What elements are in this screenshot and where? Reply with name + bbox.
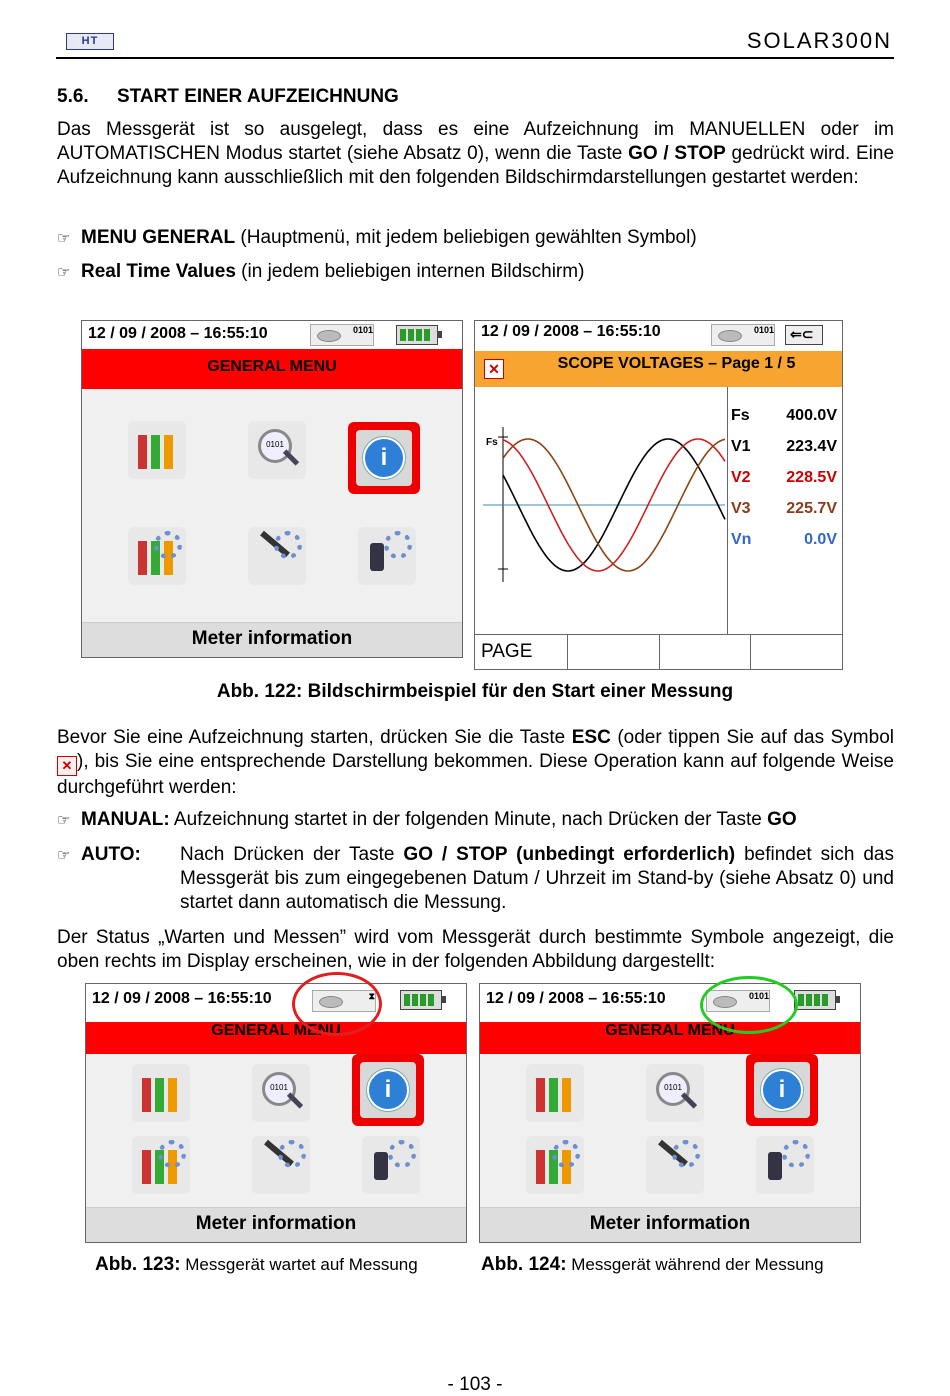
record-indicator-icon: 0101 — [310, 324, 374, 346]
scope-title: SCOPE VOLTAGES – Page 1 / 5 — [511, 351, 842, 387]
waveform-plot — [475, 387, 727, 635]
waiting-screen — [85, 983, 467, 1243]
intro-text: Das Messgerät ist so ausgelegt, dass es eine Aufzeichnung im MANUELLEN oder im AUTOMATISCHEN Modus startet (siehe Absatz 0), wenn die Taste — [57, 119, 894, 164]
highlight-circle-red — [292, 972, 382, 1036]
record-indicator-icon: 0101 — [711, 324, 775, 346]
analyzer-config-icon[interactable] — [526, 1136, 584, 1194]
caption-number: Abb. 124: — [481, 1254, 567, 1275]
status-bar — [480, 984, 860, 1022]
plug-power-icon: ⇐⊂ — [785, 325, 823, 345]
battery-icon — [794, 990, 836, 1010]
para-text: ), bis Sie eine entsprechende Darstellung bekommen. Diese Operation kann auf folgende Weise durchgeführt werden: — [57, 751, 894, 798]
value-reading: 400.0V — [786, 407, 837, 424]
intro-key: GO / STOP — [628, 143, 726, 164]
highlight-circle-green — [700, 976, 798, 1034]
manual-label: MANUAL: — [81, 809, 170, 830]
page-button[interactable] — [475, 635, 568, 669]
bullet-bold: Real Time Values — [81, 261, 236, 282]
meter-settings-icon[interactable] — [362, 1136, 420, 1194]
value-label: V3 — [731, 500, 751, 517]
close-icon: ✕ — [57, 756, 77, 776]
analyzer-config-icon[interactable] — [128, 527, 186, 585]
general-menu-screen — [81, 320, 463, 658]
pointing-hand-icon: ☞ — [57, 264, 71, 281]
section-number: 5.6. — [57, 86, 89, 107]
meter-settings-icon[interactable] — [756, 1136, 814, 1194]
bullet-real-time — [57, 260, 894, 285]
esc-key: ESC — [571, 727, 611, 748]
auto-text-a: Nach Drücken der Taste — [180, 844, 395, 865]
page-label: PAGE — [481, 641, 533, 662]
pointing-hand-icon: ☞ — [57, 230, 71, 247]
meter-info-icon[interactable]: i — [352, 1054, 424, 1126]
auto-text-b: befindet sich das Messgerät bis zum eingegebenen Datum / Uhrzeit im Stand-by (siehe Absatz 0) und startet dann automatisch die Messung. — [180, 844, 895, 913]
menu-title: GENERAL MENU — [86, 1022, 466, 1054]
battery-icon — [400, 990, 442, 1010]
caption-number: Abb. 123: — [95, 1254, 181, 1275]
empty-button[interactable] — [750, 635, 842, 669]
datetime: 12 / 09 / 2008 – 16:55:10 — [88, 325, 268, 342]
caption-text: Messgerät während der Messung — [571, 1255, 824, 1274]
value-label: V1 — [731, 438, 751, 455]
meter-info-icon[interactable]: i — [348, 422, 420, 494]
section-heading — [57, 86, 399, 108]
section-title: START EINER AUFZEICHNUNG — [117, 86, 399, 107]
menu-title: GENERAL MENU — [82, 349, 462, 389]
recording-config-icon[interactable] — [248, 527, 306, 585]
ht-logo: HT — [66, 33, 114, 50]
model-name: SOLAR300N — [746, 28, 892, 53]
bullet-bold: MENU GENERAL — [81, 227, 236, 248]
status-bar — [86, 984, 466, 1022]
meter-info-icon[interactable]: i — [746, 1054, 818, 1126]
esc-paragraph — [57, 726, 894, 800]
bullet-text: (Hauptmenü, mit jedem beliebigen gewählten Symbol) — [235, 227, 697, 248]
bullet-menu-general — [57, 226, 894, 251]
figure-123-caption — [95, 1254, 418, 1276]
datetime: 12 / 09 / 2008 – 16:55:10 — [92, 990, 272, 1007]
para-text: (oder tippen Sie auf das Symbol — [617, 727, 894, 748]
bullet-manual — [57, 808, 894, 833]
intro-text-end: gedrückt wird. Eine Aufzeichnung kann ausschließlich mit den folgenden Bildschirmdarstellungen gestartet werden: — [57, 143, 895, 188]
bottom-button-bar — [475, 634, 842, 669]
value-reading: 0.0V — [804, 531, 837, 548]
scope-voltages-screen — [474, 320, 843, 670]
pointing-hand-icon: ☞ — [57, 812, 71, 829]
auto-key: GO / STOP (unbedingt erforderlich) — [403, 844, 736, 865]
status-paragraph: Der Status „Warten und Messen” wird vom Messgerät durch bestimmte Symbole angezeigt, die oben rechts im Display erscheinen, wie in der folgenden Abbildung dargestellt: — [57, 927, 894, 972]
caption-text: Messgerät wartet auf Messung — [185, 1255, 418, 1274]
analysis-icon[interactable] — [128, 421, 186, 479]
value-label: V2 — [731, 469, 751, 486]
analysis-icon[interactable] — [132, 1064, 190, 1122]
manual-text: Aufzeichnung startet in der folgenden Minute, nach Drücken der Taste — [173, 809, 762, 830]
footer-label: Meter information — [82, 622, 462, 657]
status-bar — [475, 321, 842, 351]
figure-122-caption: Abb. 122: Bildschirmbeispiel für den Start einer Messung — [216, 681, 734, 702]
manual-key: GO — [767, 809, 797, 830]
divider — [727, 387, 728, 635]
datetime: 12 / 09 / 2008 – 16:55:10 — [481, 323, 661, 340]
empty-button[interactable] — [659, 635, 751, 669]
intro-paragraph — [57, 118, 894, 190]
recording-config-icon[interactable] — [646, 1136, 704, 1194]
header-rule — [56, 57, 894, 59]
auto-text — [180, 843, 894, 915]
waiting-hourglass-icon: ⧗ — [312, 990, 376, 1012]
recordings-search-icon[interactable]: 0101 — [248, 421, 306, 479]
analysis-icon[interactable] — [526, 1064, 584, 1122]
record-indicator-icon: 0101 — [706, 990, 770, 1012]
pointing-hand-icon: ☞ — [57, 847, 71, 864]
footer-label: Meter information — [86, 1207, 466, 1242]
recordings-search-icon[interactable]: 0101 — [252, 1064, 310, 1122]
battery-icon — [396, 325, 438, 345]
status-bar — [82, 321, 462, 349]
analyzer-config-icon[interactable] — [132, 1136, 190, 1194]
axis-label: Fs — [486, 437, 498, 448]
bullet-text: (in jedem beliebigen internen Bildschirm) — [235, 261, 585, 282]
footer-label: Meter information — [480, 1207, 860, 1242]
empty-button[interactable] — [567, 635, 660, 669]
datetime: 12 / 09 / 2008 – 16:55:10 — [486, 990, 666, 1007]
auto-label: AUTO: — [81, 844, 141, 865]
value-reading: 223.4V — [786, 438, 837, 455]
page-number: - 103 - — [447, 1374, 503, 1395]
figure-124-caption — [481, 1254, 824, 1276]
value-reading: 228.5V — [786, 469, 837, 486]
recordings-search-icon[interactable]: 0101 — [646, 1064, 704, 1122]
value-label: Fs — [731, 407, 750, 424]
value-label: Vn — [731, 531, 752, 548]
para-text: Bevor Sie eine Aufzeichnung starten, drücken Sie die Taste — [57, 727, 566, 748]
close-icon[interactable]: ✕ — [475, 351, 511, 387]
value-reading: 225.7V — [786, 500, 837, 517]
meter-settings-icon[interactable] — [358, 527, 416, 585]
recording-screen — [479, 983, 861, 1243]
recording-config-icon[interactable] — [252, 1136, 310, 1194]
menu-title: GENERAL MENU — [480, 1022, 860, 1054]
